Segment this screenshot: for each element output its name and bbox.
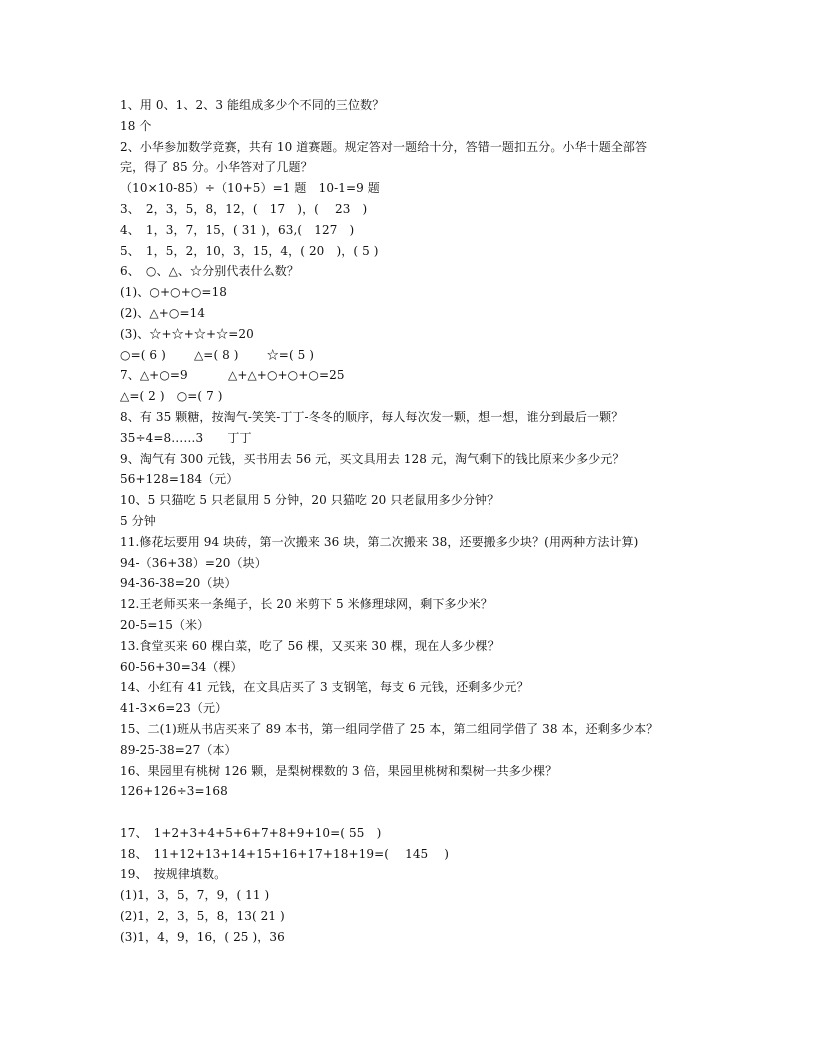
- q4-text: 4、 1，3，7，15，( 31 )，63,( 127 ): [120, 222, 355, 237]
- q11-answer-method1: 94-（36+38）=20（块）: [120, 555, 267, 570]
- q18-text: 18、 11+12+13+14+15+16+17+18+19=( 145 ): [120, 846, 450, 861]
- q15-text: 15、二(1)班从书店买来了 89 本书，第一组同学借了 25 本，第二组同学借了 38 本，还剩多少本？: [120, 721, 659, 736]
- q16-text: 16、果园里有桃树 126 颗，是梨树棵数的 3 倍，果园里桃树和梨树一共多少棵？: [120, 763, 558, 778]
- q2-text-line2: 完，得了 85 分。小华答对了几题？: [120, 160, 313, 175]
- q16-answer: 126+126÷3=168: [120, 784, 228, 799]
- q10-text: 10、5 只猫吃 5 只老鼠用 5 分钟，20 只猫吃 20 只老鼠用多少分钟？: [120, 493, 500, 508]
- q13-answer: 60-56+30=34（棵）: [120, 659, 243, 674]
- q1-answer: 18 个: [120, 118, 152, 133]
- q6-part1: (1)、○+○+○=18: [120, 285, 228, 300]
- q19-text: 19、 按规律填数。: [120, 867, 227, 882]
- worksheet-content: [120, 95, 700, 948]
- q1-text: 1、用 0、1、2、3 能组成多少个不同的三位数？: [120, 98, 385, 112]
- q2-text-line1: 2、小华参加数学竞赛，共有 10 道赛题。规定答对一题给十分，答错一题扣五分。小华十题全部答: [120, 139, 648, 154]
- q13-text: 13.食堂买来 60 棵白菜，吃了 56 棵，又买来 30 棵，现在人多少棵？: [120, 638, 500, 653]
- q5-text: 5、 1，5，2，10，3，15，4，( 20 )，( 5 ): [120, 243, 379, 258]
- q10-answer: 5 分钟: [120, 513, 156, 528]
- q19-part2: (2)1，2，3，5，8，13( 21 ): [120, 909, 285, 924]
- q6-part2: (2)、△+○=14: [120, 305, 206, 320]
- q7-answer: △=( 2 ) ○=( 7 ): [120, 389, 223, 404]
- q19-part1: (1)1，3，5，7，9，( 11 ): [120, 888, 270, 903]
- q3-text: 3、 2，3，5，8，12，( 17 )，( 23 ): [120, 201, 368, 216]
- q8-text: 8、有 35 颗糖，按淘气-笑笑-丁丁-冬冬的顺序，每人每次发一颗，想一想，谁分到最后一颗？: [120, 409, 624, 424]
- q11-answer-method2: 94-36-38=20（块）: [120, 576, 237, 591]
- q14-text: 14、小红有 41 元钱，在文具店买了 3 支钢笔，每支 6 元钱，还剩多少元？: [120, 680, 529, 695]
- q9-answer: 56+128=184（元）: [120, 472, 239, 487]
- q8-answer: 35÷4=8……3 丁丁: [120, 430, 252, 445]
- q12-answer: 20-5=15（米）: [120, 617, 210, 632]
- q14-answer: 41-3×6=23（元）: [120, 701, 228, 716]
- q17-text: 17、 1+2+3+4+5+6+7+8+9+10=( 55 ): [120, 825, 382, 840]
- q6-answer: ○=( 6 ) △=( 8 ) ☆=( 5 ): [120, 347, 315, 362]
- blank-line: [120, 802, 700, 823]
- q9-text: 9、淘气有 300 元钱，买书用去 56 元，买文具用去 128 元，淘气剩下的钱比原来少多少元？: [120, 451, 625, 466]
- q2-answer: （10×10-85）÷（10+5）=1 题 10-1=9 题: [120, 181, 380, 196]
- q15-answer: 89-25-38=27（本）: [120, 742, 237, 757]
- q19-part3: (3)1，4，9，16，( 25 )，36: [120, 929, 285, 944]
- q7-text: 7、△+○=9 △+△+○+○+○=25: [120, 368, 345, 383]
- q6-part3: (3)、☆+☆+☆+☆=20: [120, 326, 254, 341]
- q6-text: 6、 ○、△、☆分别代表什么数？: [120, 264, 299, 279]
- q11-text: 11.修花坛要用 94 块砖，第一次搬来 36 块，第二次搬来 38，还要搬多少块？(用两种方法计算): [120, 534, 639, 549]
- q12-text: 12.王老师买来一条绳子，长 20 米剪下 5 米修理球网，剩下多少米？: [120, 597, 493, 612]
